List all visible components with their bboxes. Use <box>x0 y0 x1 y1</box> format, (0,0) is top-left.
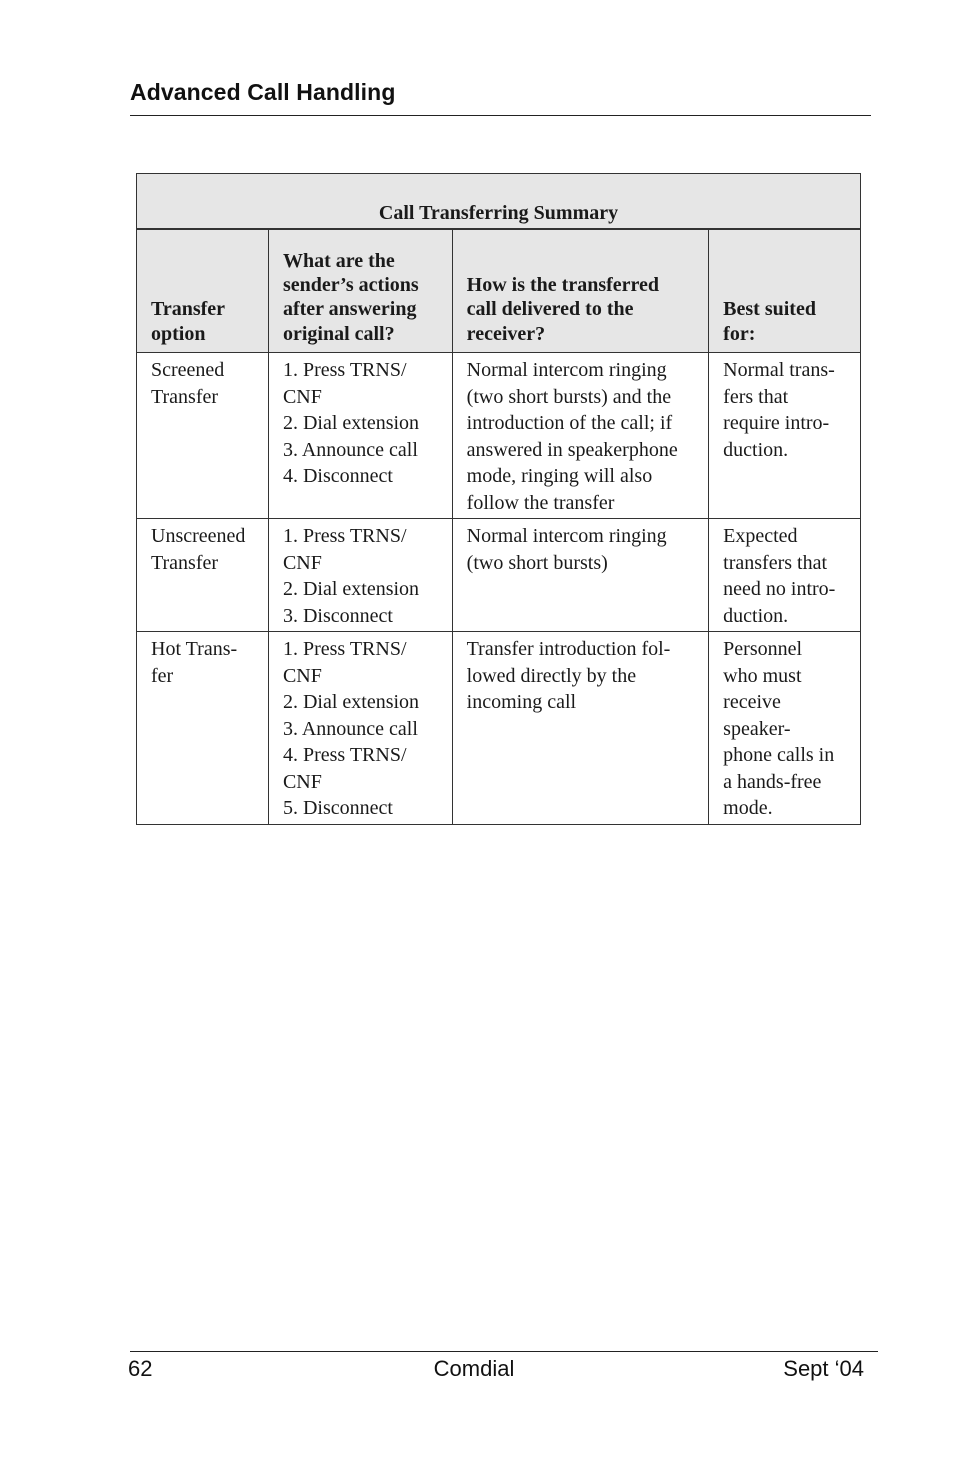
table-row <box>137 519 861 632</box>
cell-delivery: Normal intercom ringing (two short bursts) <box>452 519 708 632</box>
cell-sender-actions <box>268 519 452 632</box>
cell-best-suited: Personnel who must receive speaker- phone calls in a hands-free mode. <box>709 632 861 825</box>
cell-delivery: Normal intercom ringing (two short bursts) and the introduction of the call; if answered in speakerphone mode, ringing will also follow the transfer <box>452 353 708 519</box>
cell-sender-actions <box>268 632 452 825</box>
cell-delivery: Transfer introduction fol- lowed directly by the incoming call <box>452 632 708 825</box>
column-header-transfer-option: Transfer option <box>137 229 269 353</box>
call-transferring-summary-table <box>136 173 861 825</box>
cell-best-suited: Expected transfers that need no intro- duction. <box>709 519 861 632</box>
footer-publisher: Comdial <box>433 1356 515 1381</box>
footer-date: Sept ‘04 <box>783 1356 864 1381</box>
table-header-row <box>137 229 861 353</box>
action-steps-list: 1. Press TRNS/ CNF 2. Dial extension 3. Announce call 4. Press TRNS/ CNF 5. Disconnect <box>282 638 420 819</box>
column-header-delivery: How is the transferred call delivered to the receiver? <box>452 229 708 353</box>
page-number: 62 <box>128 1356 153 1381</box>
action-steps-list: 1. Press TRNS/ CNF 2. Dial extension 3. Disconnect <box>282 525 420 627</box>
column-header-best-suited: Best suited for: <box>709 229 861 353</box>
table-caption: Call Transferring Summary <box>137 174 861 230</box>
cell-transfer-option: Unscreened Transfer <box>137 519 269 632</box>
cell-transfer-option: Screened Transfer <box>137 353 269 519</box>
footer-rule <box>130 1351 878 1352</box>
cell-best-suited: Normal trans- fers that require intro- duction. <box>709 353 861 519</box>
page-header-title: Advanced Call Handling <box>130 79 396 105</box>
header-rule <box>130 115 871 116</box>
column-header-sender-actions: What are the sender’s actions after answering original call? <box>268 229 452 353</box>
table-row <box>137 353 861 519</box>
table-row <box>137 632 861 825</box>
cell-sender-actions <box>268 353 452 519</box>
action-steps-list: 1. Press TRNS/ CNF 2. Dial extension 3. Announce call 4. Disconnect <box>282 359 420 487</box>
cell-transfer-option: Hot Trans- fer <box>137 632 269 825</box>
